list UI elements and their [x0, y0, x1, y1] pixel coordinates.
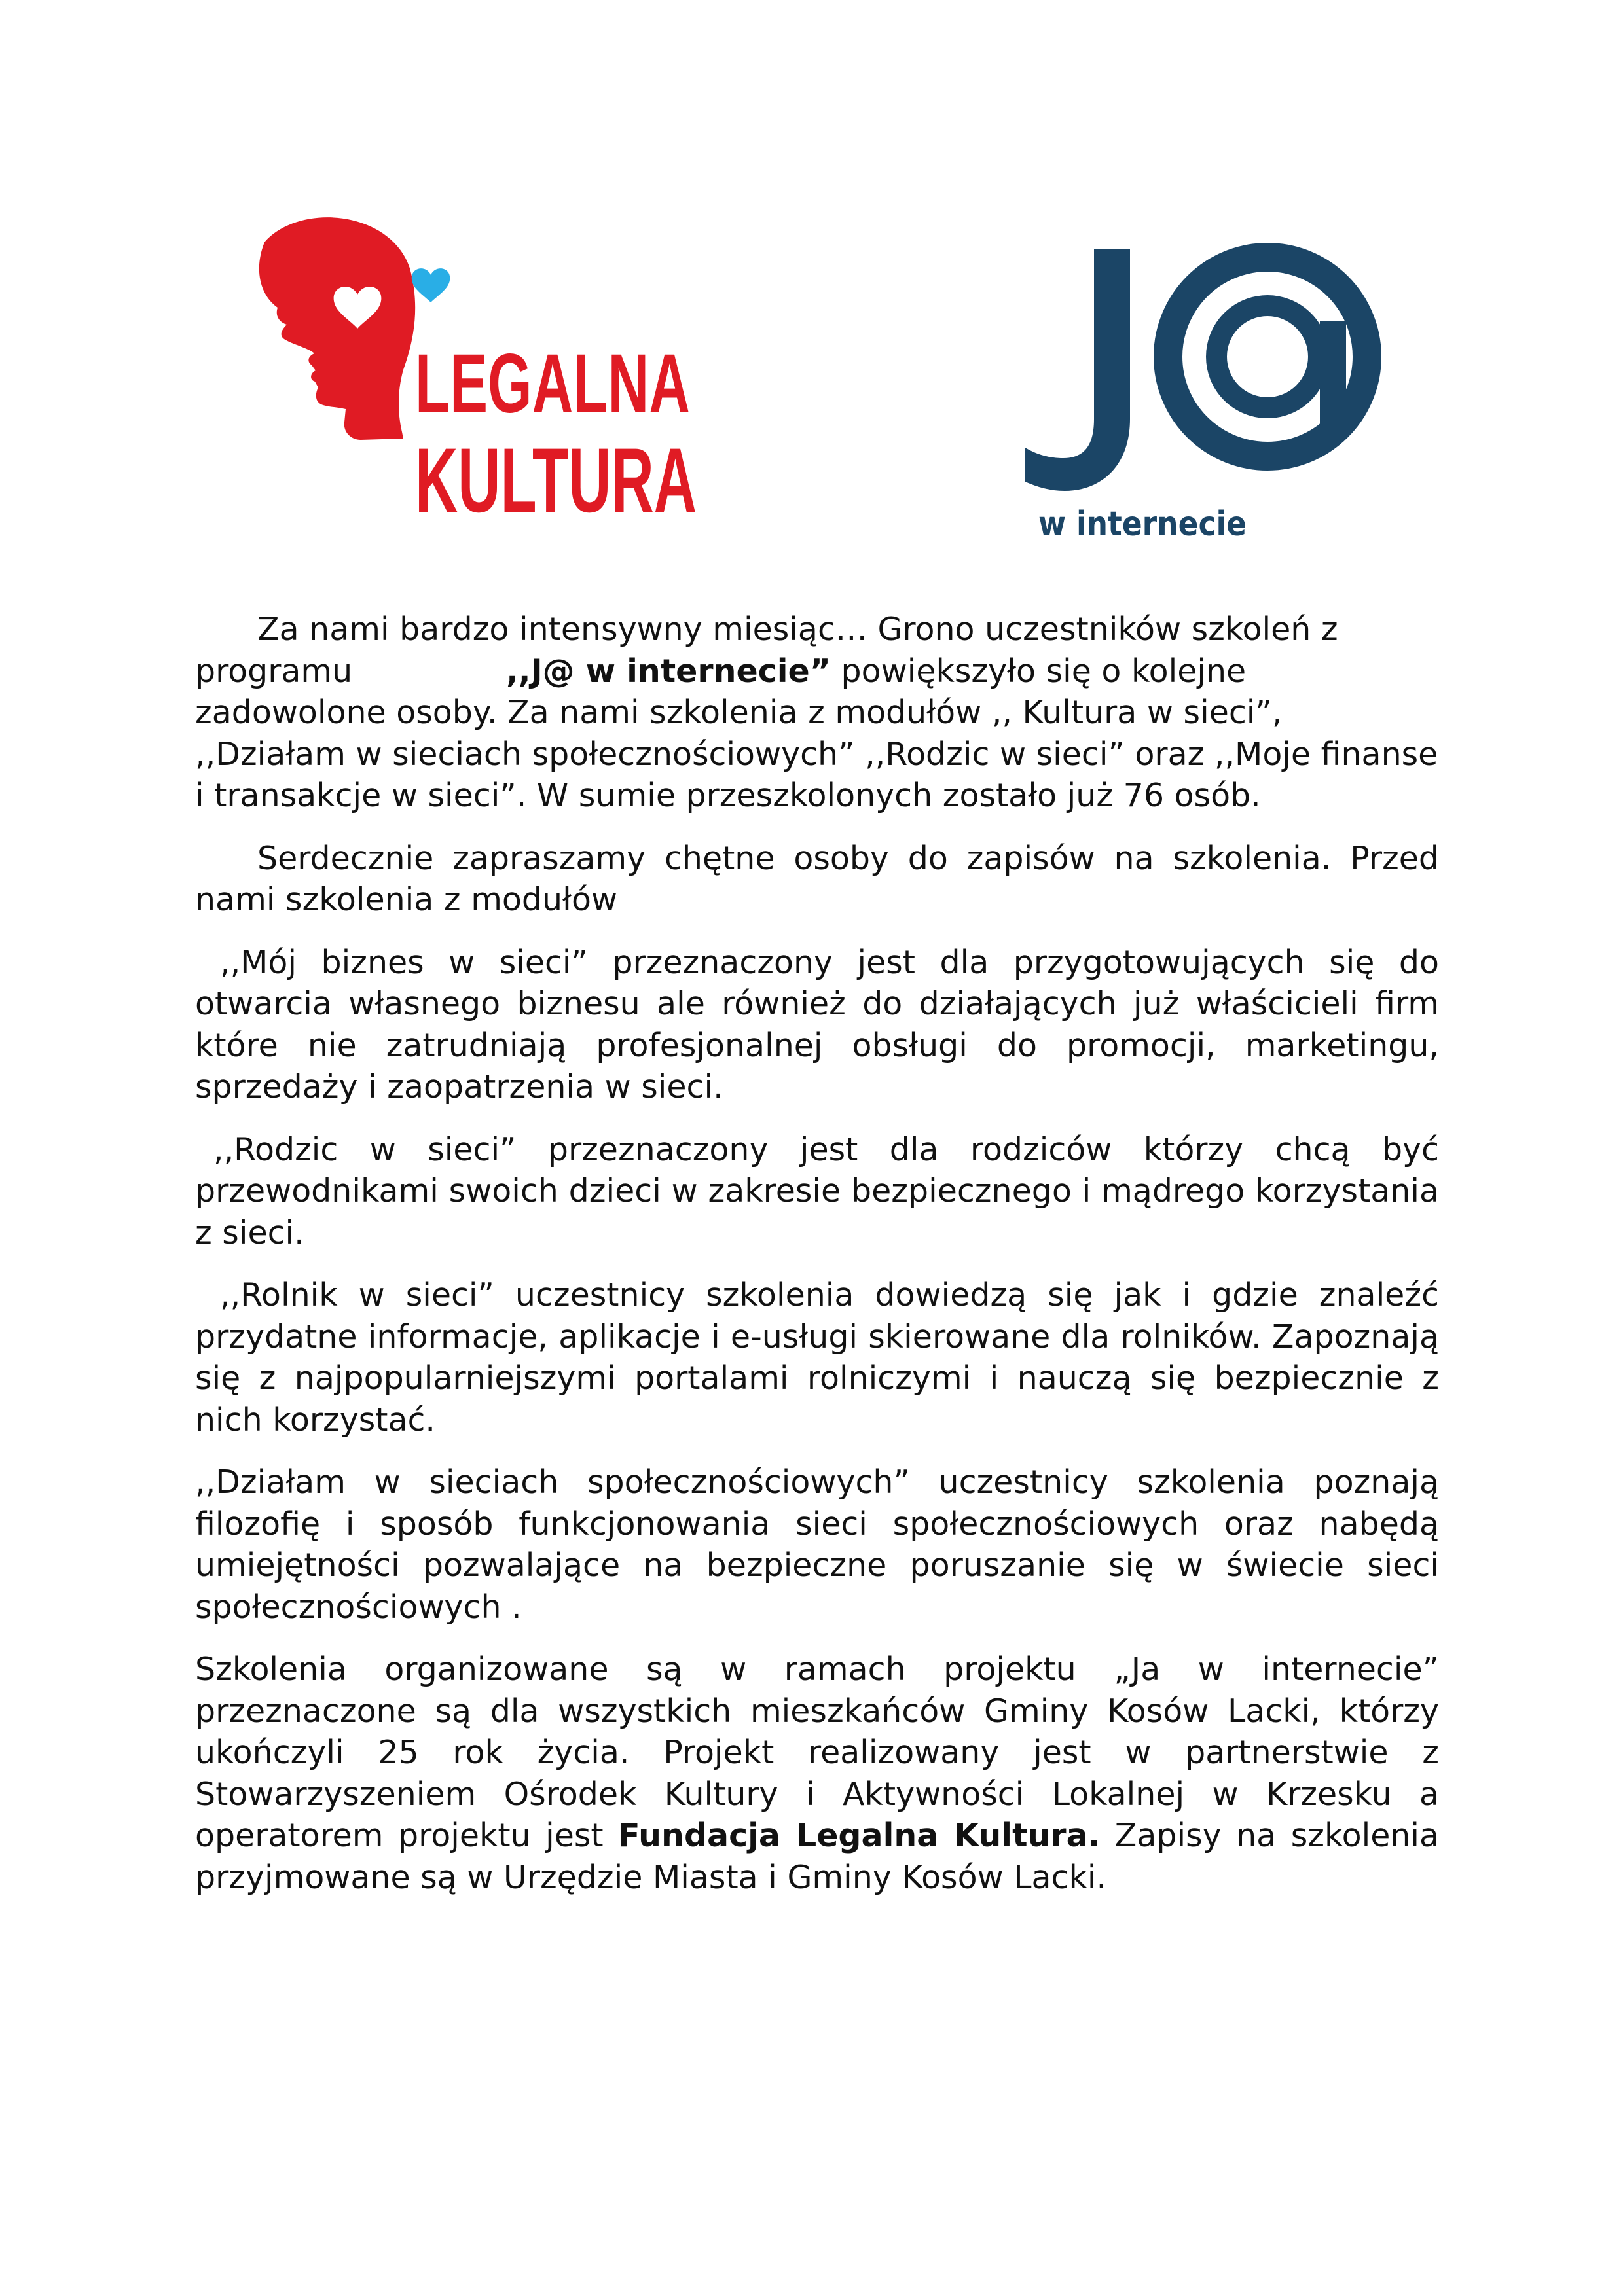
logo-row [194, 196, 1431, 576]
module-dzialam: ,,Działam w sieciach społecznościowych” uczestnicy szkolenia poznają filozofię i sposób funkcjonowania sieci społecznościowych oraz nabędą umiejętności pozwalające na bezpieczne poruszanie się w świecie sieci społecznościowych . [195, 1463, 1439, 1626]
program-name: ,,J@ w internecie” [506, 652, 831, 690]
paragraph-invitation: Serdecznie zapraszamy chętne osoby do zapisów na szkolenia. Przed nami szkolenia z modułów [195, 839, 1439, 918]
module-moj-biznes: ,,Mój biznes w sieci” przeznaczony jest dla przygotowujących się do otwarcia własnego biznesu ale również do działających już właścicieli firm które nie zatrudniają profesjonalnej obsługi do promocji, marketingu, sprzedaży i zaopatrzenia w sieci. [195, 943, 1439, 1105]
module-rodzic: ,,Rodzic w sieci” przeznaczony jest dla rodziców którzy chcą być przewodnikami swoich dzieci w zakresie bezpiecznego i mądrego korzystania z sieci. [195, 1130, 1439, 1251]
foundation-name: Fundacja Legalna Kultura. [618, 1817, 1101, 1854]
red-head-icon [259, 217, 415, 440]
paragraph-intro: Za nami bardzo intensywny miesiąc… Grono uczestników szkoleń z programu ,,J@ w internecie” powiększyło się o kolejne zadowolone osoby. Za nami szkolenia z modułów ,, Kultura w sieci”, ,,Działam w sieciach społecznościowych” ,,Rodzic w sieci” oraz ,,Moje finanse i transakcje w sieci”. W sumie przeszkolonych zostało już 76 osób. [195, 611, 1438, 814]
at-sign-tail [1320, 321, 1346, 435]
ja-w-internecie-logo [1025, 223, 1431, 563]
at-sign-inner-ring [1216, 306, 1319, 408]
logo-text-legalna: LEGALNA [415, 337, 690, 431]
logo-caption: w internecie [1038, 505, 1247, 544]
legalna-kultura-logo [194, 196, 783, 576]
blue-heart-icon [412, 268, 450, 302]
module-rolnik: ,,Rolnik w sieci” uczestnicy szkolenia dowiedzą się jak i gdzie znaleźć przydatne informacje, aplikacje i e-usługi skierowane dla rolników. Zapoznają się z najpopularniejszymi portalami rolniczymi i nauczą się bezpiecznie z nich korzystać. [195, 1276, 1439, 1439]
j-letter-icon [1025, 249, 1130, 491]
article-body [195, 609, 1439, 1919]
paragraph-project-info: Szkolenia organizowane są w ramach projektu „Ja w internecie” przeznaczone są dla wszystkich mieszkańców Gminy Kosów Lacki, którzy ukończyli 25 rok życia. Projekt realizowany jest w partnerstwie z Stowarzyszeniem Ośrodek Kultury i Aktywności Lokalnej w Krzesku a operatorem projektu jest Fundacja Legalna Kultura. Zapisy na szkolenia przyjmowane są w Urzędzie Miasta i Gminy Kosów Lacki. [195, 1651, 1440, 1896]
logo-text-kultura: KULTURA [415, 429, 697, 531]
